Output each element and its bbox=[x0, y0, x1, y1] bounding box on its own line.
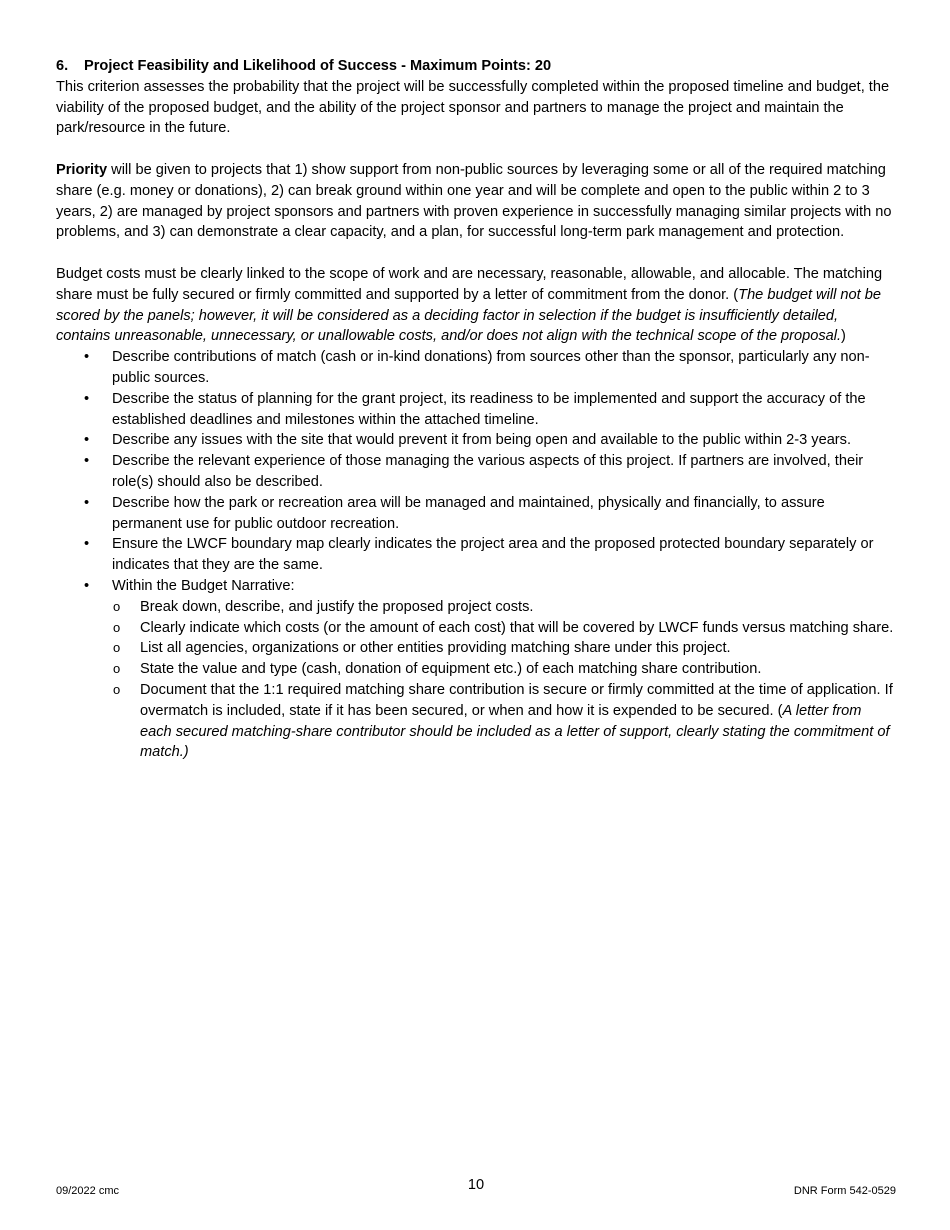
section-title: Project Feasibility and Likelihood of Success - Maximum Points: 20 bbox=[84, 58, 552, 74]
budget-note: The budget will not be scored by the panels; however, it will be considered as a deciding factor in selection if the budget is insufficiently detailed, contains unreasonable, unnecessary, or unallowable costs, and/or does not align with the technical scope of the proposal. bbox=[56, 286, 881, 345]
sub-list-item: o Clearly indicate which costs (or the amount of each cost) that will be covered by LWCF funds versus matching share. bbox=[112, 618, 896, 639]
list-item: • Describe the status of planning for the grant project, its readiness to be implemented and support the accuracy of the established deadlines and milestones within the attached timeline. bbox=[56, 389, 896, 431]
sub-list-item bbox=[112, 680, 896, 763]
budget-narrative-list bbox=[112, 597, 896, 763]
sub-list-item-text: Document that the 1:1 required matching share contribution is secure or firmly committed at the time of application. If overmatch is included, state if it has been secured, or when and how it is expended to be secured. ( bbox=[140, 681, 893, 719]
priority-text: will be given to projects that 1) show support from non-public sources by leveraging some or all of the required matching share (e.g. money or donations), 2) can break ground within one year and will be complete and open to the public within 2 to 3 years, 2) are managed by project sponsors and partners with proven experience in successfully managing similar projects with no problems, and 3) can demonstrate a clear capacity, and a plan, for successful long-term park management and protection. bbox=[56, 161, 892, 241]
budget-paren-close: ) bbox=[841, 328, 846, 345]
list-item: • Describe the relevant experience of those managing the various aspects of this project. If partners are involved, their role(s) should also be described. bbox=[56, 451, 896, 493]
sub-list-item-note: A letter from each secured matching-share contributor should be included as a letter of support, clearly stating the commitment of match.) bbox=[140, 702, 890, 761]
priority-lead: Priority bbox=[56, 161, 108, 178]
section-heading bbox=[56, 56, 896, 77]
footer-date: 09/2022 cmc bbox=[56, 1185, 119, 1197]
budget-narrative-label: Within the Budget Narrative: bbox=[112, 577, 295, 594]
priority-paragraph bbox=[56, 160, 896, 243]
page-number: 10 bbox=[467, 1177, 485, 1193]
list-item-budget-narrative bbox=[56, 576, 896, 763]
list-item: • Describe how the park or recreation area will be managed and maintained, physically and financially, to assure permanent use for public outdoor recreation. bbox=[56, 493, 896, 535]
form-number: DNR Form 542-0529 bbox=[793, 1185, 896, 1197]
sub-list-item: o List all agencies, organizations or other entities providing matching share under this project. bbox=[112, 638, 896, 659]
document-body bbox=[56, 56, 896, 763]
budget-paren-open: ( bbox=[733, 286, 739, 303]
intro-paragraph: This criterion assesses the probability that the project will be successfully completed within the proposed timeline and budget, the viability of the proposed budget, and the ability of the project sponsor and partners to manage the project and maintain the park/resource in the future. bbox=[56, 78, 890, 137]
sub-list-item: o State the value and type (cash, donation of equipment etc.) of each matching share contribution. bbox=[112, 659, 896, 680]
list-item: • Describe any issues with the site that would prevent it from being open and available to the public within 2-3 years. bbox=[56, 430, 896, 451]
section-number: 6. bbox=[56, 58, 69, 74]
budget-text: Budget costs must be clearly linked to the scope of work and are necessary, reasonable, allowable, and allocable. The matching share must be fully secured or firmly committed and supported by a letter of commitment from the donor. bbox=[56, 265, 883, 303]
page-footer bbox=[56, 1175, 896, 1197]
list-item: • Describe contributions of match (cash or in-kind donations) from sources other than the sponsor, particularly any non-public sources. bbox=[56, 347, 896, 389]
sub-list-item: o Break down, describe, and justify the proposed project costs. bbox=[112, 597, 896, 618]
criteria-list bbox=[56, 347, 896, 763]
list-item: • Ensure the LWCF boundary map clearly indicates the project area and the proposed protected boundary separately or indicates that they are the same. bbox=[56, 534, 896, 576]
budget-paragraph bbox=[56, 264, 896, 347]
